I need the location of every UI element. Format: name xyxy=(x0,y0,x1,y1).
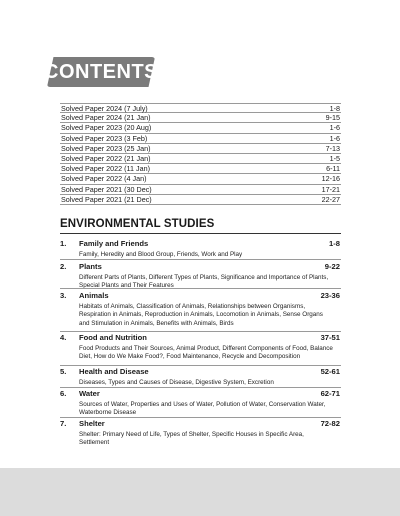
topic-number: 6. xyxy=(60,389,67,398)
paper-pages: 7-13 xyxy=(325,143,340,153)
list-item[interactable] xyxy=(60,113,341,123)
paper-label: Solved Paper 2024 (21 Jan) xyxy=(61,113,151,123)
topic-description: Shelter: Primary Need of Life, Types of Shelter, Specific Houses in Specific Area, Settlement xyxy=(79,431,304,447)
topic-description: Sources of Water, Properties and Uses of Water, Pollution of Water, Conservation Water, Waterborne Disease xyxy=(79,401,326,417)
paper-label: Solved Paper 2023 (25 Jan) xyxy=(61,143,151,153)
topic-item[interactable] xyxy=(60,333,341,362)
topic-item[interactable] xyxy=(60,419,341,448)
divider xyxy=(60,387,341,388)
paper-pages: 12-16 xyxy=(321,174,340,184)
footer-band xyxy=(0,468,400,516)
topic-item[interactable] xyxy=(60,239,341,259)
topic-item[interactable] xyxy=(60,262,341,291)
paper-label: Solved Paper 2021 (30 Dec) xyxy=(61,184,152,194)
section-divider xyxy=(60,233,341,234)
list-item[interactable] xyxy=(60,195,341,205)
section-heading: ENVIRONMENTAL STUDIES xyxy=(60,218,215,230)
topic-title: Food and Nutrition xyxy=(79,333,147,342)
list-item[interactable] xyxy=(60,123,341,133)
paper-label: Solved Paper 2021 (21 Dec) xyxy=(61,194,152,204)
topic-number: 4. xyxy=(60,333,67,342)
page-title: CONTENTS xyxy=(44,60,158,83)
paper-label: Solved Paper 2022 (11 Jan) xyxy=(61,164,150,174)
topic-pages: 23-36 xyxy=(320,291,340,300)
divider xyxy=(60,417,341,418)
paper-label: Solved Paper 2023 (3 Feb) xyxy=(61,133,148,143)
topic-title: Plants xyxy=(79,262,102,271)
paper-label: Solved Paper 2023 (20 Aug) xyxy=(61,123,152,133)
divider xyxy=(60,288,341,289)
paper-pages: 17-21 xyxy=(321,184,340,194)
topic-description: Habitats of Animals, Classification of Animals, Relationships between Organisms, Respiration in Animals, Reproduction in Animals, Locomotion in Animals, Sense Organs and Stimulation in Animals, Benefits with Animals, Birds xyxy=(79,303,323,327)
topic-number: 2. xyxy=(60,262,67,271)
topic-number: 5. xyxy=(60,367,67,376)
topic-pages: 1-8 xyxy=(329,239,340,248)
topic-number: 1. xyxy=(60,239,67,248)
paper-pages: 9-15 xyxy=(325,113,340,123)
topic-title: Shelter xyxy=(79,419,105,428)
topic-title: Water xyxy=(79,389,100,398)
topic-item[interactable] xyxy=(60,367,341,387)
topic-pages: 62-71 xyxy=(320,389,340,398)
list-item[interactable] xyxy=(60,144,341,154)
topic-pages: 9-22 xyxy=(324,262,340,271)
divider xyxy=(60,259,341,260)
paper-pages: 22-27 xyxy=(321,194,340,204)
paper-label: Solved Paper 2022 (21 Jan) xyxy=(61,154,151,164)
topic-pages: 37-51 xyxy=(320,333,340,342)
topic-number: 3. xyxy=(60,291,67,300)
topic-pages: 52-61 xyxy=(320,367,340,376)
paper-pages: 1-8 xyxy=(329,103,340,113)
paper-pages: 1-5 xyxy=(329,154,340,164)
divider xyxy=(60,365,341,366)
list-item[interactable] xyxy=(60,134,341,144)
paper-label: Solved Paper 2022 (4 Jan) xyxy=(61,174,147,184)
topic-title: Animals xyxy=(79,291,109,300)
solved-papers-list xyxy=(60,103,341,205)
topic-item[interactable] xyxy=(60,389,341,418)
topic-description: Diseases, Types and Causes of Disease, Digestive System, Excretion xyxy=(79,379,274,386)
list-item[interactable] xyxy=(60,164,341,174)
topic-description: Food Products and Their Sources, Animal Product, Different Components of Food, Balance Diet, How do We Make Food?, Food Maintenance, Recycle and Decomposition xyxy=(79,345,333,361)
topic-title: Health and Disease xyxy=(79,367,149,376)
topic-description: Family, Heredity and Blood Group, Friends, Work and Play xyxy=(79,251,243,258)
paper-pages: 1-6 xyxy=(329,133,340,143)
topic-pages: 72-82 xyxy=(320,419,340,428)
paper-label: Solved Paper 2024 (7 July) xyxy=(61,103,148,113)
topic-item[interactable] xyxy=(60,291,341,328)
list-item[interactable] xyxy=(60,174,341,184)
list-item[interactable] xyxy=(60,154,341,164)
paper-pages: 6-11 xyxy=(326,164,340,174)
divider xyxy=(60,331,341,332)
topic-number: 7. xyxy=(60,419,67,428)
paper-pages: 1-6 xyxy=(329,123,340,133)
list-item[interactable] xyxy=(60,103,341,113)
topic-description: Different Parts of Plants, Different Types of Plants, Significance and Importance of Plants, Special Plants and Their Features xyxy=(79,274,329,290)
list-item[interactable] xyxy=(60,185,341,195)
topic-title: Family and Friends xyxy=(79,239,149,248)
